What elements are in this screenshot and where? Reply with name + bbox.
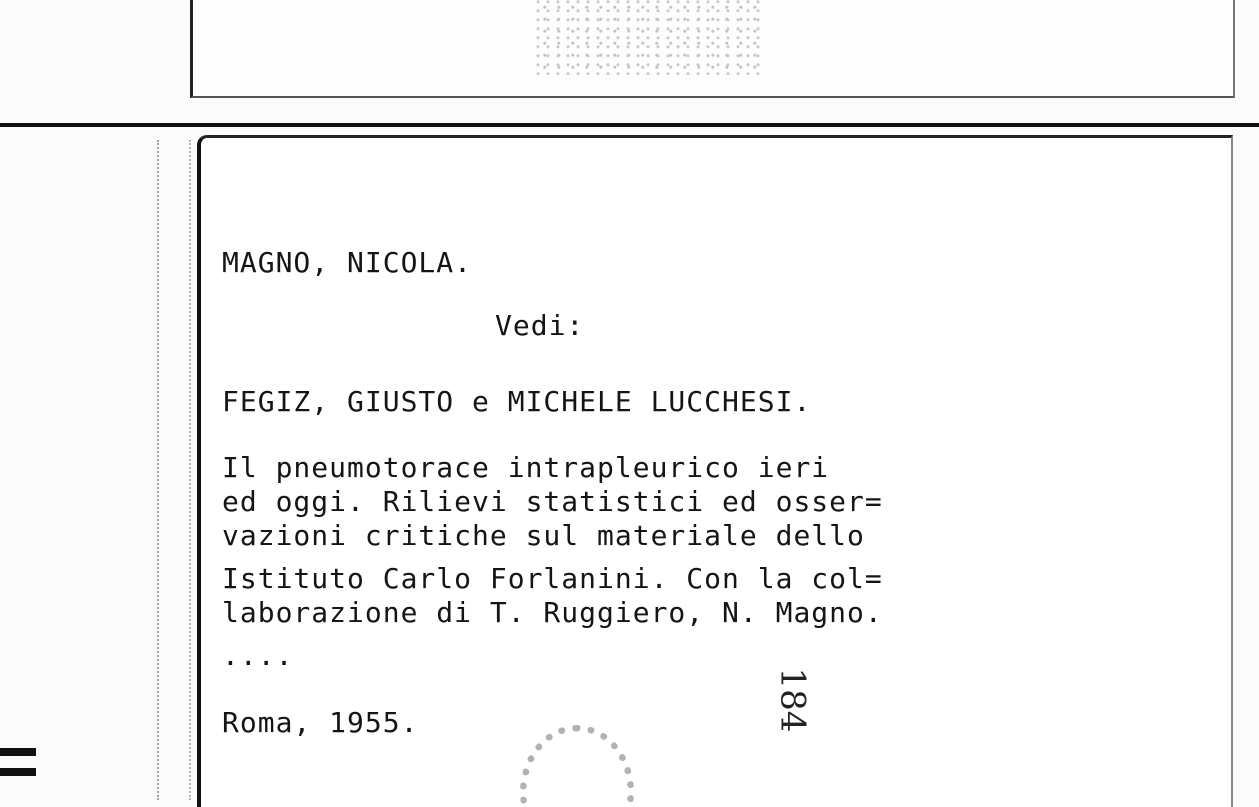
title-line: Istituto Carlo Forlanini. Con la col= bbox=[222, 562, 883, 595]
stamped-card-number: 184 bbox=[772, 667, 813, 733]
see-reference-label: Vedi: bbox=[495, 309, 585, 342]
title-line: ed oggi. Rilievi statistici ed osser= bbox=[222, 485, 883, 518]
title-ellipsis: .... bbox=[222, 639, 294, 672]
card-separator-line bbox=[0, 123, 1259, 127]
scan-smudge bbox=[535, 0, 765, 75]
title-line: Il pneumotorace intrapleurico ieri bbox=[222, 451, 830, 484]
black-tab-mark bbox=[0, 748, 36, 756]
left-edge-black-tabs bbox=[0, 748, 36, 798]
author-heading: MAGNO, NICOLA. bbox=[222, 246, 473, 279]
title-line: laborazione di T. Ruggiero, N. Magno. bbox=[222, 596, 883, 629]
black-tab-mark bbox=[0, 768, 36, 776]
left-scan-edge-marks bbox=[157, 140, 191, 800]
title-line: vazioni critiche sul materiale dello bbox=[222, 519, 865, 552]
publication-place-year: Roma, 1955. bbox=[222, 706, 419, 739]
referenced-authors: FEGIZ, GIUSTO e MICHELE LUCCHESI. bbox=[222, 385, 812, 418]
